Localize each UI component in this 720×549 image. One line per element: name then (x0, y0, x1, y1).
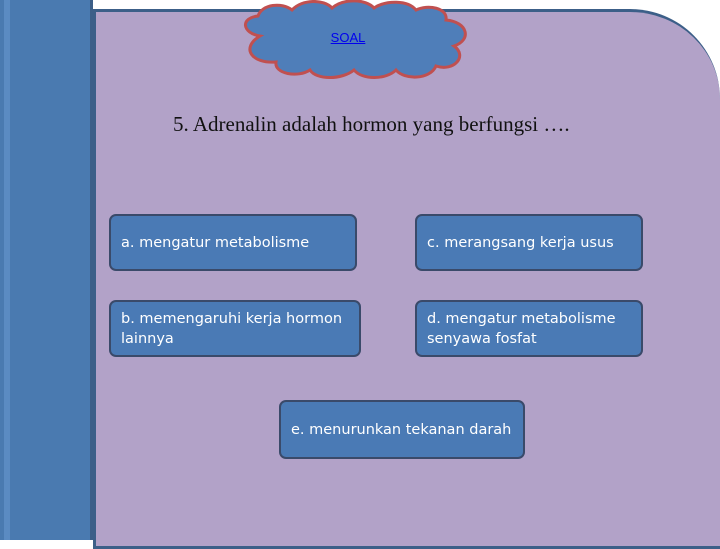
left-side-bar-stripe (4, 0, 10, 540)
left-side-bar (0, 0, 93, 540)
soal-link[interactable]: SOAL (330, 30, 366, 45)
option-c-button[interactable]: c. merangsang kerja usus (415, 214, 643, 271)
option-e-button[interactable]: e. menurunkan tekanan darah (279, 400, 525, 459)
option-b-button[interactable]: b. memengaruhi kerja hormon lainnya (109, 300, 361, 357)
main-panel (93, 9, 720, 549)
question-text: 5. Adrenalin adalah hormon yang berfungsi …. (173, 112, 570, 136)
option-a-button[interactable]: a. mengatur metabolisme (109, 214, 357, 271)
soal-cloud-button[interactable] (232, 0, 478, 80)
option-d-button[interactable]: d. mengatur metabolisme senyawa fosfat (415, 300, 643, 357)
